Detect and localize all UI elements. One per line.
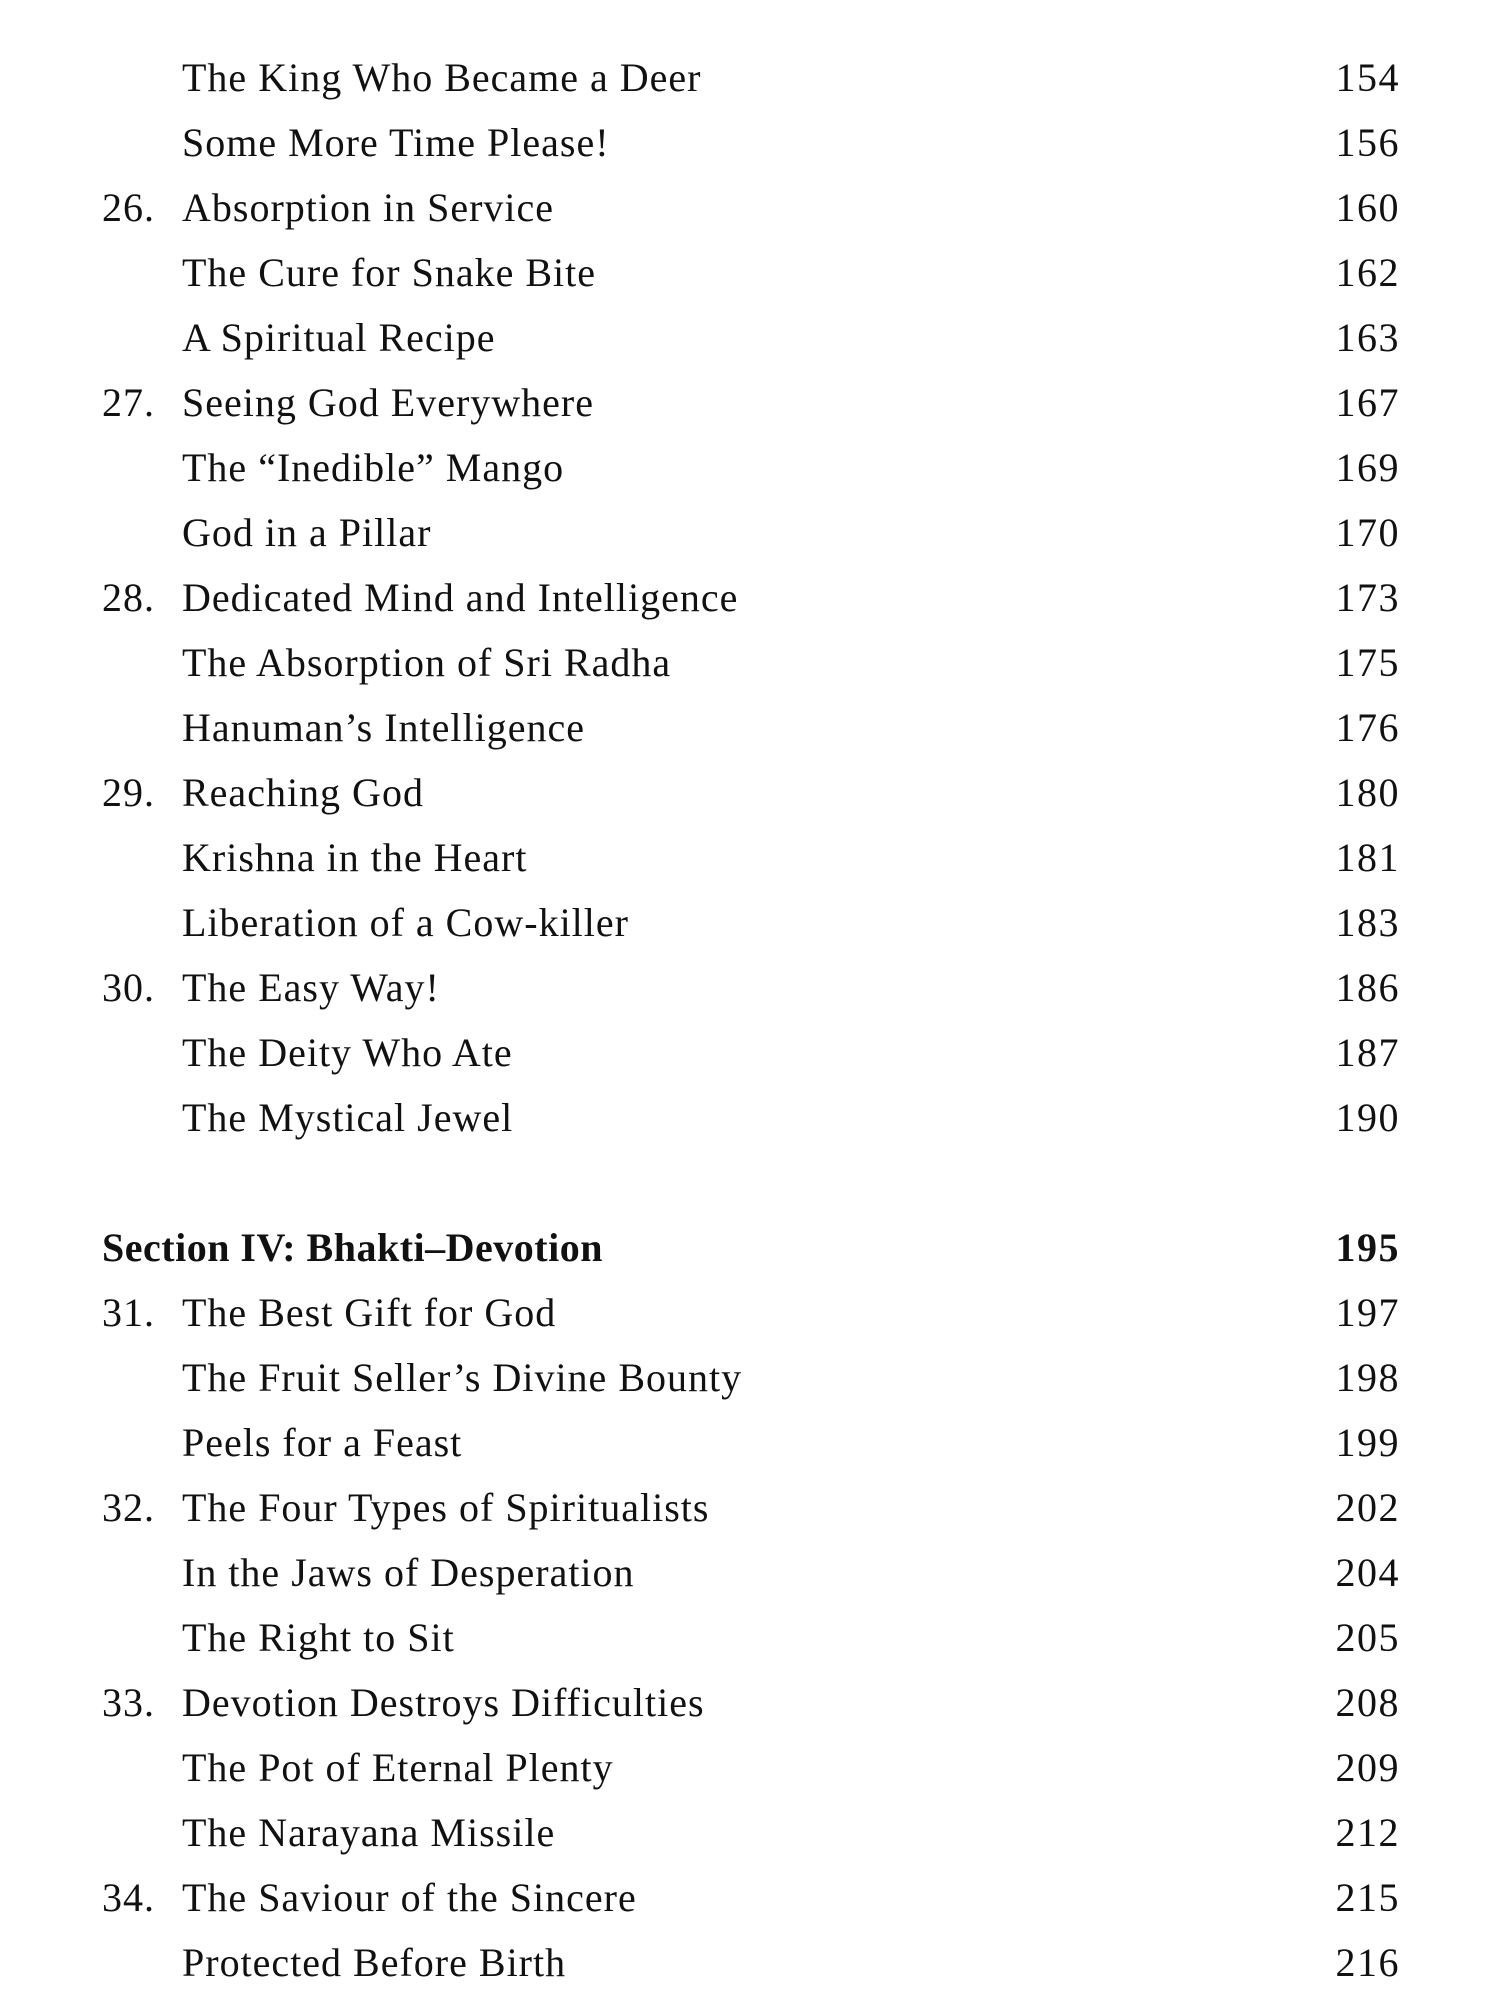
story-row — [0, 1020, 1500, 1085]
chapter-row — [0, 955, 1500, 1020]
story-row — [0, 1605, 1500, 1670]
story-title: The Cure for Snake Bite — [182, 250, 596, 295]
story-title: The King Who Became a Deer — [182, 55, 702, 100]
chapter-title: The Best Gift for God — [182, 1290, 557, 1335]
page-number: 173 — [1335, 575, 1400, 620]
story-row — [0, 630, 1500, 695]
story-row — [0, 825, 1500, 890]
story-title: Protected Before Birth — [182, 1940, 567, 1985]
page-number: 187 — [1335, 1030, 1400, 1075]
chapter-number: 30. — [102, 965, 155, 1010]
story-row — [0, 1410, 1500, 1475]
chapter-title: Devotion Destroys Difficulties — [182, 1680, 705, 1725]
page-number: 163 — [1335, 315, 1400, 360]
chapter-row — [0, 175, 1500, 240]
story-title: Peels for a Feast — [182, 1420, 463, 1465]
chapter-number: 34. — [102, 1875, 155, 1920]
chapter-title: Dedicated Mind and Intelligence — [182, 575, 739, 620]
story-row — [0, 1930, 1500, 1995]
chapter-number: 29. — [102, 770, 155, 815]
page-number: 162 — [1335, 250, 1400, 295]
story-row — [0, 110, 1500, 175]
chapter-row — [0, 1280, 1500, 1345]
story-title: The Pot of Eternal Plenty — [182, 1745, 614, 1790]
page-number: 208 — [1335, 1680, 1400, 1725]
story-title: The Deity Who Ate — [182, 1030, 513, 1075]
page-number: 183 — [1335, 900, 1400, 945]
story-title: The Right to Sit — [182, 1615, 455, 1660]
story-row — [0, 305, 1500, 370]
chapter-number: 27. — [102, 380, 155, 425]
page-number: 204 — [1335, 1550, 1400, 1595]
story-row — [0, 890, 1500, 955]
page-number: 154 — [1335, 55, 1400, 100]
chapter-row — [0, 760, 1500, 825]
chapter-title: The Easy Way! — [182, 965, 440, 1010]
story-row — [0, 1735, 1500, 1800]
story-row — [0, 1085, 1500, 1150]
section-title: Section IV: Bhakti–Devotion — [102, 1225, 603, 1270]
page-number: 167 — [1335, 380, 1400, 425]
table-of-contents — [0, 45, 1500, 1995]
page-number: 216 — [1335, 1940, 1400, 1985]
story-row — [0, 435, 1500, 500]
story-title: In the Jaws of Desperation — [182, 1550, 635, 1595]
story-title: Hanuman’s Intelligence — [182, 705, 585, 750]
section-gap — [0, 1150, 1500, 1215]
page-number: 205 — [1335, 1615, 1400, 1660]
story-row — [0, 1800, 1500, 1865]
chapter-row — [0, 1670, 1500, 1735]
page-number: 170 — [1335, 510, 1400, 555]
chapter-title: Absorption in Service — [182, 185, 555, 230]
story-title: Some More Time Please! — [182, 120, 610, 165]
story-title: The “Inedible” Mango — [182, 445, 565, 490]
page-number: 212 — [1335, 1810, 1400, 1855]
page-number: 199 — [1335, 1420, 1400, 1465]
section-heading-row — [0, 1215, 1500, 1280]
page-number: 180 — [1335, 770, 1400, 815]
story-title: The Mystical Jewel — [182, 1095, 514, 1140]
page-number: 209 — [1335, 1745, 1400, 1790]
story-title: God in a Pillar — [182, 510, 432, 555]
story-row — [0, 240, 1500, 305]
page-number: 186 — [1335, 965, 1400, 1010]
story-title: Liberation of a Cow-killer — [182, 900, 629, 945]
chapter-number: 33. — [102, 1680, 155, 1725]
story-row — [0, 1345, 1500, 1410]
page-number: 160 — [1335, 185, 1400, 230]
chapter-number: 28. — [102, 575, 155, 620]
story-title: The Narayana Missile — [182, 1810, 556, 1855]
chapter-row — [0, 370, 1500, 435]
page-number: 198 — [1335, 1355, 1400, 1400]
chapter-row — [0, 1475, 1500, 1540]
chapter-list-section-iv — [0, 1280, 1500, 1995]
story-title: The Fruit Seller’s Divine Bounty — [182, 1355, 743, 1400]
page-number: 175 — [1335, 640, 1400, 685]
story-title: A Spiritual Recipe — [182, 315, 496, 360]
page-number: 181 — [1335, 835, 1400, 880]
chapter-title: Reaching God — [182, 770, 424, 815]
chapter-number: 32. — [102, 1485, 155, 1530]
story-row — [0, 1540, 1500, 1605]
chapter-row — [0, 565, 1500, 630]
page-number: 169 — [1335, 445, 1400, 490]
story-row — [0, 500, 1500, 565]
chapter-title: The Saviour of the Sincere — [182, 1875, 637, 1920]
page-number: 156 — [1335, 120, 1400, 165]
chapter-list-section-iii — [0, 45, 1500, 1150]
chapter-number: 31. — [102, 1290, 155, 1335]
story-row — [0, 695, 1500, 760]
story-title: Krishna in the Heart — [182, 835, 528, 880]
story-title: The Absorption of Sri Radha — [182, 640, 672, 685]
chapter-title: Seeing God Everywhere — [182, 380, 594, 425]
chapter-number: 26. — [102, 185, 155, 230]
page-number: 215 — [1335, 1875, 1400, 1920]
chapter-title: The Four Types of Spiritualists — [182, 1485, 710, 1530]
page-number: 176 — [1335, 705, 1400, 750]
page-number: 197 — [1335, 1290, 1400, 1335]
page-number: 202 — [1335, 1485, 1400, 1530]
chapter-row — [0, 1865, 1500, 1930]
page-number: 190 — [1335, 1095, 1400, 1140]
story-row — [0, 45, 1500, 110]
section-page-number: 195 — [1335, 1225, 1400, 1270]
